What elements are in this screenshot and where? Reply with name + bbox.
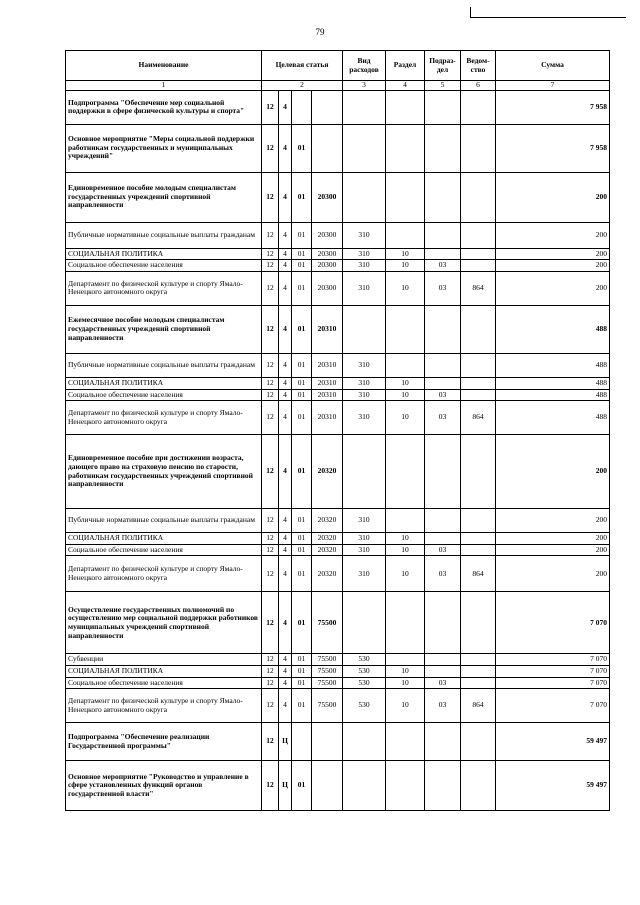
cell-subsection — [425, 533, 461, 545]
table-row — [66, 305, 610, 353]
cell-subsection: 03 — [425, 689, 461, 723]
table-row — [66, 124, 610, 172]
cell-target-event: 01 — [292, 124, 312, 172]
cell-expense-type: 310 — [343, 533, 386, 545]
cell-target-direction: 20320 — [312, 544, 343, 556]
table-row — [66, 401, 610, 435]
cell-target-program: 12 — [262, 666, 279, 678]
cell-amount: 200 — [496, 271, 610, 305]
cell-target-direction: 20300 — [312, 271, 343, 305]
cell-target-subprogram: 4 — [279, 260, 292, 272]
cell-subsection — [425, 248, 461, 260]
header-subsection: Подраз-дел — [425, 51, 461, 81]
table-row — [66, 389, 610, 401]
cell-expense-type — [343, 305, 386, 353]
cell-target-program: 12 — [262, 677, 279, 689]
cell-amount: 200 — [496, 556, 610, 592]
cell-department — [461, 377, 496, 389]
cell-subsection — [425, 90, 461, 124]
header-amount: Сумма — [496, 51, 610, 81]
header-target: Целевая статья — [262, 51, 343, 81]
cell-target-event: 01 — [292, 654, 312, 666]
cell-expense-type — [343, 90, 386, 124]
cell-target-program: 12 — [262, 689, 279, 723]
table-row — [66, 509, 610, 533]
cell-expense-type: 530 — [343, 666, 386, 678]
cell-target-program: 12 — [262, 556, 279, 592]
cell-subsection: 03 — [425, 544, 461, 556]
cell-target-event: 01 — [292, 222, 312, 248]
column-number: 3 — [343, 81, 386, 91]
cell-name: Основное мероприятие "Руководство и управление в сфере установленных функций органов государственной власти" — [66, 761, 262, 811]
cell-name: Социальное обеспечение населения — [66, 260, 262, 272]
cell-amount: 488 — [496, 389, 610, 401]
cell-department — [461, 305, 496, 353]
cell-target-subprogram: Ц — [279, 761, 292, 811]
cell-name: СОЦИАЛЬНАЯ ПОЛИТИКА — [66, 533, 262, 545]
cell-amount: 200 — [496, 533, 610, 545]
cell-expense-type: 530 — [343, 689, 386, 723]
cell-section — [386, 222, 425, 248]
cell-name: Ежемесячное пособие молодым специалистам государственных учреждений спортивной направленности — [66, 305, 262, 353]
cell-section: 10 — [386, 689, 425, 723]
table-row — [66, 172, 610, 222]
table-row — [66, 222, 610, 248]
cell-target-direction — [312, 124, 343, 172]
cell-target-direction: 20310 — [312, 401, 343, 435]
cell-amount: 200 — [496, 509, 610, 533]
cell-target-direction: 75500 — [312, 592, 343, 654]
cell-subsection — [425, 723, 461, 761]
cell-target-event: 01 — [292, 677, 312, 689]
cell-target-event: 01 — [292, 533, 312, 545]
cell-target-direction — [312, 761, 343, 811]
cell-expense-type — [343, 124, 386, 172]
cell-name: Публичные нормативные социальные выплаты гражданам — [66, 222, 262, 248]
cell-section: 10 — [386, 377, 425, 389]
cell-subsection: 03 — [425, 677, 461, 689]
column-number: 4 — [386, 81, 425, 91]
cell-name: Единовременное пособие при достижении возраста, дающего право на страховую пенсию по старости, работникам государственных учреждений спортивной направленности — [66, 435, 262, 509]
cell-section — [386, 353, 425, 377]
cell-target-program: 12 — [262, 544, 279, 556]
cell-name: Социальное обеспечение населения — [66, 389, 262, 401]
cell-target-direction — [312, 723, 343, 761]
cell-department — [461, 172, 496, 222]
cell-target-subprogram: 4 — [279, 248, 292, 260]
cell-name: Департамент по физической культуре и спорту Ямало-Ненецкого автономного округа — [66, 556, 262, 592]
cell-target-direction: 20320 — [312, 435, 343, 509]
cell-department — [461, 90, 496, 124]
cell-target-event: 01 — [292, 305, 312, 353]
cell-target-subprogram: 4 — [279, 435, 292, 509]
cell-amount: 200 — [496, 222, 610, 248]
cell-department: 864 — [461, 271, 496, 305]
cell-target-program: 12 — [262, 260, 279, 272]
cell-target-subprogram: 4 — [279, 353, 292, 377]
cell-amount: 200 — [496, 248, 610, 260]
cell-name: Социальное обеспечение населения — [66, 544, 262, 556]
cell-target-subprogram: 4 — [279, 271, 292, 305]
cell-target-program: 12 — [262, 654, 279, 666]
table-row — [66, 271, 610, 305]
cell-target-subprogram: 4 — [279, 592, 292, 654]
cell-name: Субвенции — [66, 654, 262, 666]
cell-target-subprogram: 4 — [279, 654, 292, 666]
cell-section: 10 — [386, 271, 425, 305]
column-number: 2 — [262, 81, 343, 91]
cell-target-event: 01 — [292, 248, 312, 260]
corner-mark — [470, 7, 626, 18]
cell-target-event: 01 — [292, 666, 312, 678]
cell-subsection: 03 — [425, 556, 461, 592]
table-row — [66, 90, 610, 124]
cell-section: 10 — [386, 556, 425, 592]
cell-target-program: 12 — [262, 723, 279, 761]
cell-target-event: 01 — [292, 592, 312, 654]
cell-target-subprogram: 4 — [279, 677, 292, 689]
cell-expense-type — [343, 761, 386, 811]
cell-target-direction: 20300 — [312, 260, 343, 272]
cell-amount: 7 070 — [496, 654, 610, 666]
cell-target-event: 01 — [292, 172, 312, 222]
cell-name: Подпрограмма "Обеспечение мер социальной поддержки в сфере физической культуры и спорта" — [66, 90, 262, 124]
header-row — [66, 51, 610, 81]
cell-name: Основное мероприятие "Меры социальной поддержки работникам государственных и муниципальных учреждений" — [66, 124, 262, 172]
cell-amount: 200 — [496, 260, 610, 272]
cell-department — [461, 677, 496, 689]
cell-section: 10 — [386, 544, 425, 556]
cell-subsection — [425, 305, 461, 353]
cell-target-subprogram: 4 — [279, 509, 292, 533]
cell-name: Единовременное пособие молодым специалистам государственных учреждений спортивной направленности — [66, 172, 262, 222]
cell-target-program: 12 — [262, 124, 279, 172]
cell-expense-type: 310 — [343, 377, 386, 389]
cell-amount: 7 070 — [496, 689, 610, 723]
table-row — [66, 666, 610, 678]
table-row — [66, 689, 610, 723]
table-row — [66, 677, 610, 689]
cell-section — [386, 435, 425, 509]
cell-target-direction: 75500 — [312, 654, 343, 666]
cell-section: 10 — [386, 533, 425, 545]
cell-amount: 7 070 — [496, 666, 610, 678]
cell-target-direction: 20310 — [312, 389, 343, 401]
cell-department — [461, 533, 496, 545]
cell-target-program: 12 — [262, 509, 279, 533]
cell-target-event: 01 — [292, 401, 312, 435]
cell-department: 864 — [461, 556, 496, 592]
cell-name: Департамент по физической культуре и спорту Ямало-Ненецкого автономного округа — [66, 689, 262, 723]
cell-amount: 488 — [496, 377, 610, 389]
cell-department — [461, 723, 496, 761]
header-name: Наименование — [66, 51, 262, 81]
cell-target-subprogram: 4 — [279, 377, 292, 389]
cell-subsection: 03 — [425, 401, 461, 435]
cell-section — [386, 90, 425, 124]
table-row — [66, 723, 610, 761]
cell-target-subprogram: 4 — [279, 556, 292, 592]
cell-expense-type: 310 — [343, 509, 386, 533]
cell-target-program: 12 — [262, 248, 279, 260]
cell-name: Социальное обеспечение населения — [66, 677, 262, 689]
cell-amount: 488 — [496, 305, 610, 353]
cell-subsection: 03 — [425, 271, 461, 305]
cell-target-program: 12 — [262, 172, 279, 222]
cell-section: 10 — [386, 677, 425, 689]
cell-target-subprogram: 4 — [279, 222, 292, 248]
table-body — [66, 90, 610, 811]
table-row — [66, 260, 610, 272]
cell-target-subprogram: 4 — [279, 533, 292, 545]
cell-name: Департамент по физической культуре и спорту Ямало-Ненецкого автономного округа — [66, 401, 262, 435]
cell-subsection — [425, 592, 461, 654]
cell-target-event: 01 — [292, 353, 312, 377]
cell-department — [461, 592, 496, 654]
cell-name: Подпрограмма "Обеспечение реализации Государственной программы" — [66, 723, 262, 761]
budget-table — [65, 50, 610, 811]
cell-amount: 488 — [496, 401, 610, 435]
cell-section: 10 — [386, 666, 425, 678]
cell-target-direction: 20300 — [312, 172, 343, 222]
cell-section — [386, 305, 425, 353]
cell-target-program: 12 — [262, 761, 279, 811]
cell-subsection — [425, 666, 461, 678]
cell-name: Публичные нормативные социальные выплаты гражданам — [66, 353, 262, 377]
cell-target-event: 01 — [292, 544, 312, 556]
cell-department — [461, 544, 496, 556]
cell-department: 864 — [461, 689, 496, 723]
cell-target-program: 12 — [262, 305, 279, 353]
cell-amount: 488 — [496, 353, 610, 377]
cell-amount: 7 070 — [496, 592, 610, 654]
cell-subsection: 03 — [425, 389, 461, 401]
cell-target-program: 12 — [262, 271, 279, 305]
column-number: 5 — [425, 81, 461, 91]
cell-expense-type: 310 — [343, 353, 386, 377]
cell-name: СОЦИАЛЬНАЯ ПОЛИТИКА — [66, 377, 262, 389]
cell-target-subprogram: 4 — [279, 90, 292, 124]
cell-target-program: 12 — [262, 435, 279, 509]
cell-amount: 200 — [496, 435, 610, 509]
cell-target-direction: 75500 — [312, 689, 343, 723]
cell-target-direction: 20300 — [312, 222, 343, 248]
cell-section: 10 — [386, 401, 425, 435]
cell-section: 10 — [386, 260, 425, 272]
cell-target-event: 01 — [292, 377, 312, 389]
cell-target-event: 01 — [292, 389, 312, 401]
cell-expense-type: 530 — [343, 677, 386, 689]
cell-target-direction: 20320 — [312, 509, 343, 533]
cell-section — [386, 124, 425, 172]
cell-target-subprogram: 4 — [279, 666, 292, 678]
cell-target-direction: 20310 — [312, 353, 343, 377]
cell-target-program: 12 — [262, 389, 279, 401]
cell-target-direction: 20310 — [312, 377, 343, 389]
cell-target-subprogram: 4 — [279, 401, 292, 435]
cell-target-event: 01 — [292, 509, 312, 533]
cell-section — [386, 761, 425, 811]
cell-target-direction: 75500 — [312, 666, 343, 678]
table-row — [66, 435, 610, 509]
cell-department — [461, 666, 496, 678]
column-number: 6 — [461, 81, 496, 91]
cell-section — [386, 723, 425, 761]
table-row — [66, 533, 610, 545]
cell-department — [461, 248, 496, 260]
cell-subsection — [425, 353, 461, 377]
page-number: 79 — [315, 27, 325, 37]
cell-target-subprogram: 4 — [279, 172, 292, 222]
cell-target-subprogram: Ц — [279, 723, 292, 761]
cell-target-direction — [312, 90, 343, 124]
cell-department: 864 — [461, 401, 496, 435]
cell-section — [386, 592, 425, 654]
table-row — [66, 353, 610, 377]
cell-target-event: 01 — [292, 556, 312, 592]
cell-expense-type — [343, 592, 386, 654]
table-row — [66, 654, 610, 666]
cell-expense-type: 310 — [343, 556, 386, 592]
cell-expense-type — [343, 435, 386, 509]
cell-name: Осуществление государственных полномочий по осуществлению мер социальной поддержки работников муниципальных учреждений спортивной направленности — [66, 592, 262, 654]
table-row — [66, 248, 610, 260]
cell-subsection — [425, 377, 461, 389]
cell-target-direction: 75500 — [312, 677, 343, 689]
cell-name: Публичные нормативные социальные выплаты гражданам — [66, 509, 262, 533]
cell-target-direction: 20320 — [312, 556, 343, 592]
column-number: 1 — [66, 81, 262, 91]
cell-department — [461, 761, 496, 811]
header-expense-type: Вид расходов — [343, 51, 386, 81]
cell-target-program: 12 — [262, 353, 279, 377]
cell-target-event: 01 — [292, 271, 312, 305]
cell-subsection — [425, 509, 461, 533]
cell-subsection: 03 — [425, 260, 461, 272]
cell-department — [461, 124, 496, 172]
cell-target-program: 12 — [262, 401, 279, 435]
cell-target-program: 12 — [262, 592, 279, 654]
cell-section: 10 — [386, 248, 425, 260]
cell-subsection — [425, 222, 461, 248]
header-section: Раздел — [386, 51, 425, 81]
cell-amount: 200 — [496, 172, 610, 222]
cell-target-program: 12 — [262, 222, 279, 248]
table-row — [66, 556, 610, 592]
cell-target-direction: 20310 — [312, 305, 343, 353]
cell-amount: 7 958 — [496, 90, 610, 124]
column-number-row — [66, 81, 610, 91]
cell-department — [461, 222, 496, 248]
cell-department — [461, 389, 496, 401]
cell-subsection — [425, 172, 461, 222]
cell-subsection — [425, 435, 461, 509]
cell-expense-type: 310 — [343, 248, 386, 260]
cell-amount: 59 497 — [496, 723, 610, 761]
cell-target-subprogram: 4 — [279, 124, 292, 172]
cell-department — [461, 435, 496, 509]
cell-expense-type: 310 — [343, 271, 386, 305]
cell-department — [461, 353, 496, 377]
cell-amount: 7 958 — [496, 124, 610, 172]
cell-expense-type — [343, 172, 386, 222]
table-row — [66, 592, 610, 654]
header-department: Ведом-ство — [461, 51, 496, 81]
cell-target-direction: 20300 — [312, 248, 343, 260]
cell-target-event — [292, 90, 312, 124]
cell-target-event: 01 — [292, 260, 312, 272]
cell-target-event: 01 — [292, 689, 312, 723]
cell-section — [386, 509, 425, 533]
cell-name: СОЦИАЛЬНАЯ ПОЛИТИКА — [66, 248, 262, 260]
cell-subsection — [425, 124, 461, 172]
column-number: 7 — [496, 81, 610, 91]
cell-amount: 7 070 — [496, 677, 610, 689]
cell-section: 10 — [386, 389, 425, 401]
table-row — [66, 761, 610, 811]
cell-department — [461, 509, 496, 533]
cell-target-subprogram: 4 — [279, 544, 292, 556]
table-row — [66, 544, 610, 556]
cell-section — [386, 172, 425, 222]
cell-subsection — [425, 761, 461, 811]
cell-expense-type: 310 — [343, 222, 386, 248]
cell-target-subprogram: 4 — [279, 389, 292, 401]
cell-expense-type: 310 — [343, 544, 386, 556]
cell-expense-type — [343, 723, 386, 761]
cell-target-event — [292, 723, 312, 761]
cell-target-subprogram: 4 — [279, 689, 292, 723]
cell-name: Департамент по физической культуре и спорту Ямало-Ненецкого автономного округа — [66, 271, 262, 305]
cell-expense-type: 530 — [343, 654, 386, 666]
cell-target-program: 12 — [262, 377, 279, 389]
cell-department — [461, 260, 496, 272]
cell-target-subprogram: 4 — [279, 305, 292, 353]
cell-expense-type: 310 — [343, 401, 386, 435]
table-row — [66, 377, 610, 389]
cell-section — [386, 654, 425, 666]
cell-amount: 200 — [496, 544, 610, 556]
cell-department — [461, 654, 496, 666]
cell-amount: 59 497 — [496, 761, 610, 811]
cell-subsection — [425, 654, 461, 666]
cell-name: СОЦИАЛЬНАЯ ПОЛИТИКА — [66, 666, 262, 678]
cell-target-event: 01 — [292, 761, 312, 811]
cell-target-direction: 20320 — [312, 533, 343, 545]
cell-expense-type: 310 — [343, 389, 386, 401]
cell-target-event: 01 — [292, 435, 312, 509]
cell-target-program: 12 — [262, 90, 279, 124]
cell-target-program: 12 — [262, 533, 279, 545]
cell-expense-type: 310 — [343, 260, 386, 272]
